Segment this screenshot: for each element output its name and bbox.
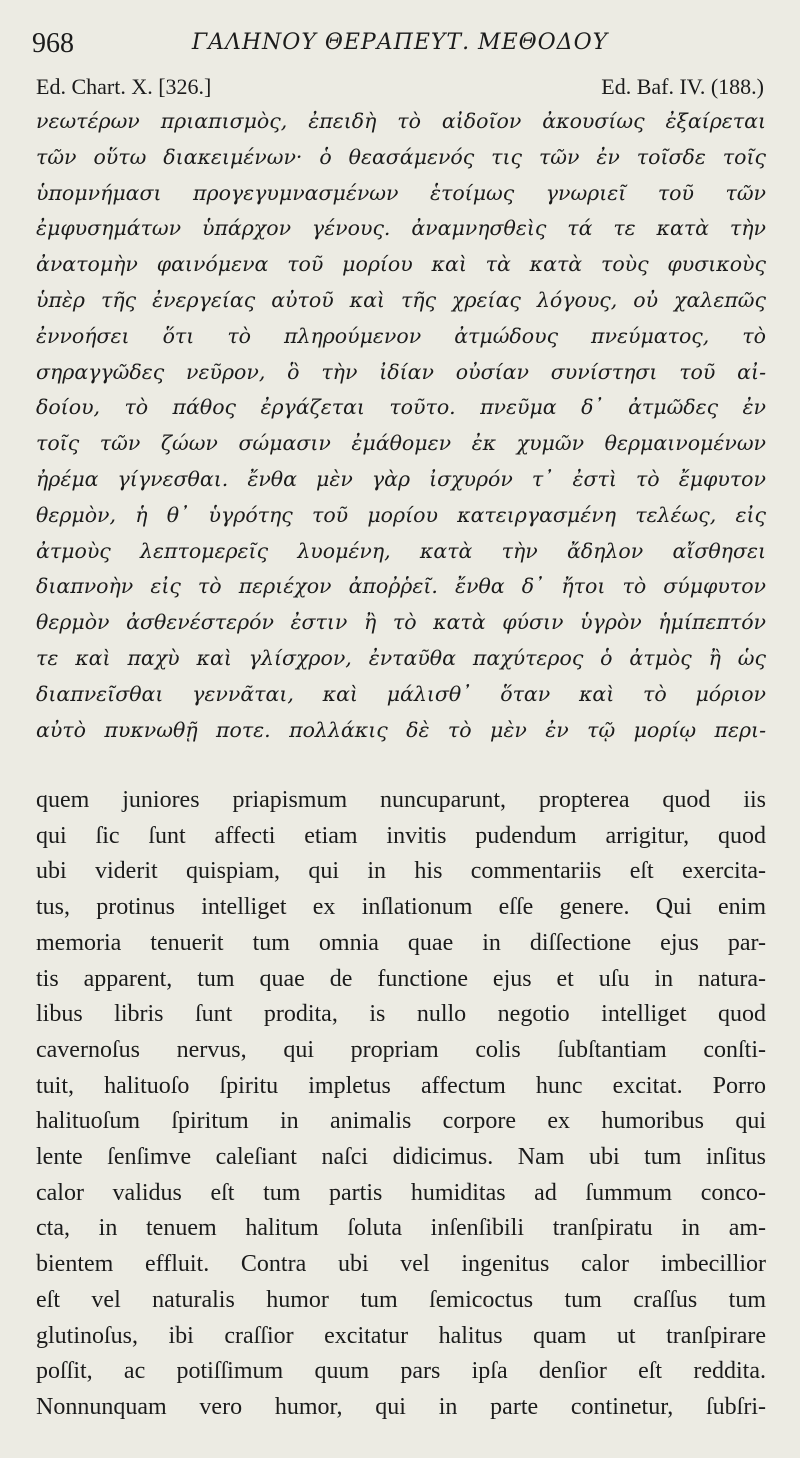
latin-text-line: tuit, halituoſo ſpiritu impletus affectum hunc excitat. Porro: [36, 1072, 766, 1099]
latin-text-line: Nonnunquam vero humor, qui in parte continetur, ſubſri-: [36, 1393, 766, 1420]
greek-text-line: ἠρέμα γίγνεσθαι. ἔνθα μὲν γὰρ ἰσχυρόν τ᾽ ἐστὶ τὸ ἔμφυτον: [36, 466, 766, 491]
greek-text-line: θερμὸν, ἡ θ᾽ ὑγρότης τοῦ μορίου κατειργασμένη τελέως, εἰς: [36, 502, 766, 527]
greek-text-line: διαπνεῖσθαι γεννᾶται, καὶ μάλισθ᾽ ὅταν καὶ τὸ μόριον: [36, 681, 766, 706]
greek-text-block: [36, 104, 766, 748]
latin-text-line: lente ſenſimve caleſiant naſci didicimus. Nam ubi tum inſitus: [36, 1144, 766, 1171]
greek-text-line: θερμὸν ἀσθενέστερόν ἐστιν ἢ τὸ κατὰ φύσιν ὑγρὸν ἡμίπεπτόν: [36, 610, 766, 635]
edition-references: [36, 74, 764, 106]
latin-text-block: [36, 783, 766, 1426]
greek-text-line: δοίου, τὸ πάθος ἐργάζεται τοῦτο. πνεῦμα δ᾽ ἀτμῶδες ἐν: [36, 395, 766, 420]
greek-text-line: ἐννοήσει ὅτι τὸ πληρούμενον ἀτμώδους πνεύματος, τὸ: [36, 323, 766, 348]
latin-text-line: ubi viderit quispiam, qui in his commentariis eſt exercita-: [36, 858, 766, 885]
latin-text-line: glutinoſus, ibi craſſior excitatur halitus quam ut tranſpirare: [36, 1322, 766, 1349]
greek-text-line: αὐτὸ πυκνωθῇ ποτε. πολλάκις δὲ τὸ μὲν ἐν τῷ μορίῳ περι-: [36, 717, 766, 742]
greek-text-line: σηραγγῶδες νεῦρον, ὃ τὴν ἰδίαν οὐσίαν συνίστησι τοῦ αἰ-: [36, 359, 766, 384]
page-number: 968: [32, 28, 74, 59]
latin-text-line: poſſit, ac potiſſimum quum pars ipſa denſior eſt reddita.: [36, 1358, 766, 1385]
latin-text-line: tus, protinus intelliget ex inſlationum eſſe genere. Qui enim: [36, 894, 766, 921]
greek-text-line: νεωτέρων πριαπισμὸς, ἐπειδὴ τὸ αἰδοῖον ἀκουσίως ἐξαίρεται: [36, 109, 766, 133]
latin-text-line: bientem effluit. Contra ubi vel ingenitus calor imbecillior: [36, 1251, 766, 1278]
greek-text-line: ὑπομνήμασι προγεγυμνασμένων ἑτοίμως γνωριεῖ τοῦ τῶν: [36, 180, 766, 205]
greek-text-line: ὑπὲρ τῆς ἐνεργείας αὐτοῦ καὶ τῆς χρείας λόγους, οὐ χαλεπῶς: [36, 287, 766, 312]
edition-chart-ref: Ed. Chart. X. [326.]: [36, 74, 212, 99]
greek-text-line: τῶν οὕτω διακειμένων· ὁ θεασάμενός τις τῶν ἐν τοῖσδε τοῖς: [36, 144, 766, 169]
latin-text-line: cavernoſus nervus, qui propriam colis ſubſtantiam conſti-: [36, 1036, 766, 1063]
latin-text-line: halituoſum ſpiritum in animalis corpore ex humoribus qui: [36, 1108, 766, 1135]
edition-basel-ref: Ed. Baf. IV. (188.): [601, 74, 764, 99]
greek-text-line: ἀτμοὺς λεπτομερεῖς λυομένη, κατὰ τὴν ἄδηλον αἴσθησει: [36, 538, 766, 563]
latin-text-line: calor validus eſt tum partis humiditas ad ſummum conco-: [36, 1179, 766, 1206]
greek-text-line: τοῖς τῶν ζώων σώμασιν ἐμάθομεν ἐκ χυμῶν θερμαινομένων: [36, 431, 766, 456]
latin-text-line: eſt vel naturalis humor tum ſemicoctus tum craſſus tum: [36, 1286, 766, 1313]
latin-text-line: memoria tenuerit tum omnia quae in diſſectione ejus par-: [36, 929, 766, 956]
greek-text-line: διαπνοὴν εἰς τὸ περιέχον ἀποῤῥεῖ. ἔνθα δ᾽ ἤτοι τὸ σύμφυτον: [36, 574, 766, 599]
latin-text-line: tis apparent, tum quae de functione ejus et uſu in natura-: [36, 965, 766, 992]
greek-text-line: τε καὶ παχὺ καὶ γλίσχρον, ἐνταῦθα παχύτερος ὁ ἀτμὸς ἢ ὡς: [36, 645, 766, 670]
latin-text-line: libus libris ſunt prodita, is nullo negotio intelliget quod: [36, 1001, 766, 1028]
running-title: ΓΑΛΗΝΟΥ ΘΕΡΑΠΕΥΤ. ΜΕΘΟΔΟΥ: [191, 30, 609, 55]
latin-text-line: qui ſic ſunt affecti etiam invitis pudendum arrigitur, quod: [36, 822, 766, 849]
latin-text-line: cta, in tenuem halitum ſoluta inſenſibili tranſpiratu in am-: [36, 1215, 766, 1242]
page-header: [30, 22, 770, 62]
greek-text-line: ἀνατομὴν φαινόμενα τοῦ μορίου καὶ τὰ κατὰ τοὺς φυσικοὺς: [36, 252, 766, 277]
latin-text-line: quem juniores priapismum nuncuparunt, propterea quod iis: [36, 787, 766, 813]
greek-text-line: ἐμφυσημάτων ὑπάρχον γένους. ἀναμνησθεὶς τά τε κατὰ τὴν: [36, 216, 766, 241]
